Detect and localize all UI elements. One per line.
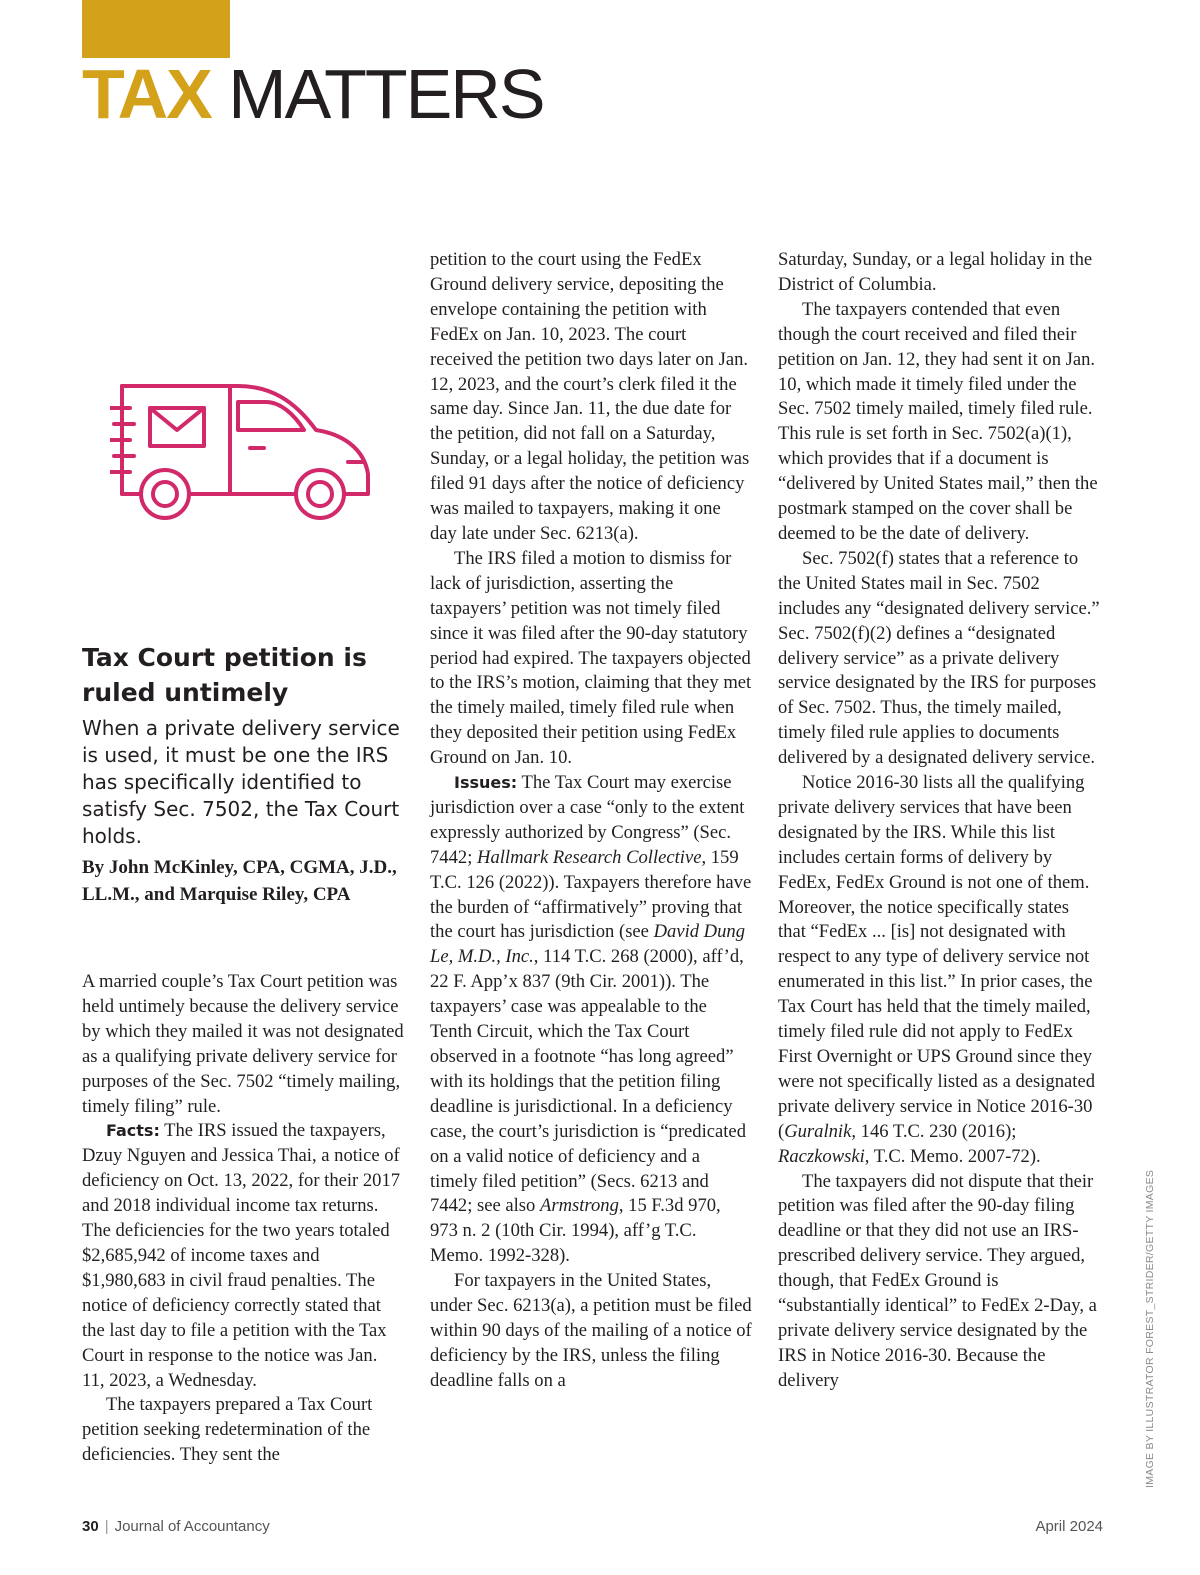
paragraph: The taxpayers contended that even though the court received and filed their petition on Jan. 12, they had sent it on Jan. 10, which made it timely filed under the Sec. 7502 timely mailed, timely filed rule. This rule is set forth in Sec. 7502(a)(1), which provides that if a document is “delivered by United States mail,” then the postmark stamped on the cover shall be deemed to be the date of delivery. <box>778 298 1098 544</box>
delivery-van-with-envelope-icon <box>110 378 378 528</box>
article-column-3 <box>778 248 1100 1394</box>
image-credit: IMAGE BY ILLUSTRATOR FOREST_STRIDER/GETTY IMAGES <box>1144 1169 1156 1488</box>
article-deck: When a private delivery service is used, it must be one the IRS has specifically identified to satisfy Sec. 7502, the Tax Court holds. <box>82 716 400 848</box>
case-citation: Hallmark Research Collective <box>477 846 702 868</box>
case-citation: Guralnik <box>784 1120 852 1142</box>
paragraph: For taxpayers in the United States, under Sec. 6213(a), a petition must be filed within 90 days of the mailing of a notice of deficiency by the IRS, unless the filing deadline falls on a <box>430 1270 752 1391</box>
paragraph: The IRS filed a motion to dismiss for lack of jurisdiction, asserting the taxpayers’ petition was not timely filed since it was filed after the 90-day statutory period had expired. The taxpayers objected to the IRS’s motion, claiming that they met the timely mailed, timely filed rule when they deposited their petition using FedEx Ground on Jan. 10. <box>430 547 752 769</box>
paragraph: Sec. 7502(f) states that a reference to the United States mail in Sec. 7502 includes any “designated delivery service.” Sec. 7502(f)(2) defines a “designated delivery service” as a private delivery service designated by the IRS for purposes of Sec. 7502. Thus, the timely mailed, timely filed rule applies to documents delivered by a designated delivery service. <box>778 547 1100 769</box>
section-accent-bar <box>82 0 230 58</box>
case-citation: Armstrong <box>540 1195 619 1217</box>
section-title <box>82 52 544 136</box>
publication-name: Journal of Accountancy <box>114 1518 270 1535</box>
article-column-2 <box>430 248 752 1394</box>
paragraph: Notice 2016-30 lists all the qualifying private delivery services that have been designated by the IRS. While this list includes certain forms of delivery by FedEx, FedEx Ground is not one of them. Moreover, the notice specifically states that “FedEx ... [is] not designated with respect to any type of delivery service not enumerated in this list.” In prior cases, the Tax Court has held that the timely mailed, timely filed rule did not apply to FedEx First Overnight or UPS Ground since they were not specifically listed as a designated private delivery service in Notice 2016-30 (Guralnik, 146 T.C. 230 (2016); Raczkowski, T.C. Memo. 2007-72). <box>778 772 1096 1167</box>
article-byline: By John McKinley, CPA, CGMA, J.D., LL.M., and Marquise Riley, CPA <box>82 857 397 905</box>
paragraph: petition to the court using the FedEx Ground delivery service, depositing the envelope containing the petition with FedEx on Jan. 10, 2023. The court received the petition two days later on Jan. 12, 2023, and the court’s clerk filed it the same day. Since Jan. 11, the due date for the petition, did not fall on a Saturday, Sunday, or a legal holiday, the petition was filed 91 days after the notice of deficiency was mailed to taxpayers, making it one day late under Sec. 6213(a). <box>430 249 750 544</box>
paragraph: Saturday, Sunday, or a legal holiday in the District of Columbia. <box>778 249 1093 295</box>
footer-separator: | <box>104 1518 109 1535</box>
article-column-1 <box>82 970 404 1468</box>
case-citation: Raczkowski <box>778 1145 865 1167</box>
paragraph: The taxpayers did not dispute that their petition was filed after the 90-day filing deadline or that they did not use an IRS-prescribed delivery service. They argued, though, that FedEx Ground is “substantially identical” to FedEx 2-Day, a private delivery service designated by the IRS in Notice 2016-30. Because the delivery <box>778 1170 1097 1391</box>
section-title-matters: MATTERS <box>228 55 544 133</box>
issue-date: April 2024 <box>1035 1518 1103 1535</box>
paragraph: A married couple’s Tax Court petition was held untimely because the delivery service by which they mailed it was not designated as a qualifying private delivery service for purposes of the Sec. 7502 “timely mailing, timely filing” rule. <box>82 971 404 1117</box>
paragraph: Facts: The IRS issued the taxpayers, Dzuy Nguyen and Jessica Thai, a notice of deficiency on Oct. 13, 2022, for their 2017 and 2018 individual income tax returns. The deficiencies for the two years totaled $2,685,942 of income taxes and $1,980,683 in civil fraud penalties. The notice of deficiency correctly stated that the last day to file a petition with the Tax Court in response to the notice was Jan. 11, 2023, a Wednesday. <box>82 1120 401 1391</box>
paragraph: Issues: The Tax Court may exercise jurisdiction over a case “only to the extent expressly authorized by Congress” (Sec. 7442; Hallmark Research Collective, 159 T.C. 126 (2022)). Taxpayers therefore have the burden of “affirmatively” proving that the court has jurisdiction (see David Dung Le, M.D., Inc., 114 T.C. 268 (2000), aff’d, 22 F. App’x 837 (9th Cir. 2001)). The taxpayers’ case was appealable to the Tenth Circuit, which the Tax Court observed in a footnote “has long agreed” with its holdings that the petition filing deadline is jurisdictional. In a deficiency case, the court’s jurisdiction is “predicated on a valid notice of deficiency and a timely filed petition” (Secs. 6213 and 7442; see also Armstrong, 15 F.3d 970, 973 n. 2 (10th Cir. 1994), aff’g T.C. Memo. 1992-328). <box>430 772 752 1267</box>
paragraph: The taxpayers prepared a Tax Court petition seeking redetermination of the deficiencies. They sent the <box>82 1394 373 1466</box>
page-number: 30 <box>82 1518 99 1535</box>
footer-left <box>82 1518 270 1535</box>
section-title-tax: TAX <box>82 55 211 133</box>
article-headline: Tax Court petition is ruled untimely <box>82 643 367 707</box>
issues-lead: Issues: <box>454 773 518 793</box>
case-citation: David Dung Le, M.D., Inc. <box>430 921 746 968</box>
facts-lead: Facts: <box>106 1121 160 1141</box>
